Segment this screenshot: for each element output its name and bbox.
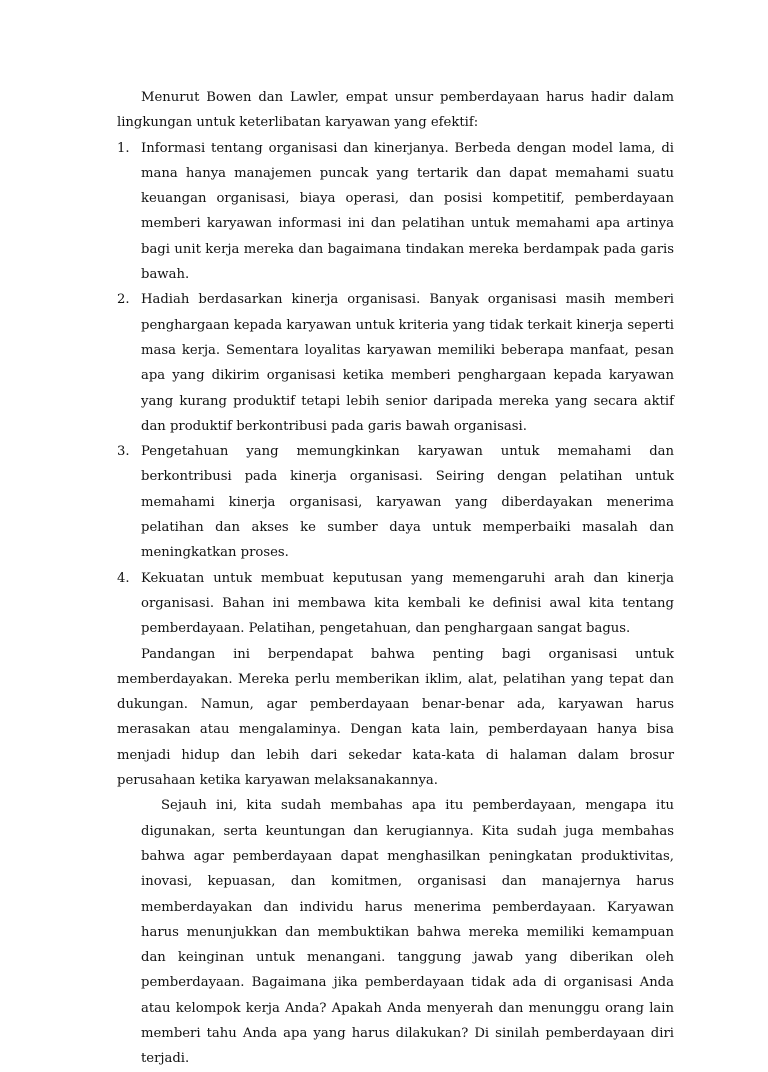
empowerment-elements-list [117, 136, 674, 642]
list-item-text: Pengetahuan yang memungkinkan karyawan untuk memahami dan berkontribusi pada kinerja organisasi. Seiring dengan pelatihan untuk memahami kinerja organisasi, karyawan yang diberdayakan menerima pelatihan dan akses ke sumber daya untuk memperbaiki masalah dan meningkatkan proses. [141, 444, 674, 561]
intro-paragraph: Menurut Bowen dan Lawler, empat unsur pemberdayaan harus hadir dalam lingkungan untuk keterlibatan karyawan yang efektif: [117, 90, 674, 131]
list-item-text: Informasi tentang organisasi dan kinerjanya. Berbeda dengan model lama, di mana hanya manajemen puncak yang tertarik dan dapat memahami suatu keuangan organisasi, biaya operasi, dan posisi kompetitif, pemberdayaan memberi karyawan informasi ini dan pelatihan untuk memahami apa artinya bagi unit kerja mereka dan bagaimana tindakan mereka berdampak pada garis bawah. [141, 140, 674, 283]
list-item-number: 2. [117, 292, 130, 308]
list-item-number: 4. [117, 570, 130, 586]
list-item [117, 287, 674, 439]
document-body [117, 85, 674, 1072]
list-item-text: Kekuatan untuk membuat keputusan yang memengaruhi arah dan kinerja organisasi. Bahan ini membawa kita kembali ke definisi awal kita tentang pemberdayaan. Pelatihan, pengetahuan, dan penghargaan sangat bagus. [141, 570, 674, 637]
list-item-text: Hadiah berdasarkan kinerja organisasi. Banyak organisasi masih memberi penghargaan kepada karyawan untuk kriteria yang tidak terkait kinerja seperti masa kerja. Sementara loyalitas karyawan memiliki beberapa manfaat, pesan apa yang dikirim organisasi ketika memberi penghargaan kepada karyawan yang kurang produktif tetapi lebih senior daripada mereka yang secara aktif dan produktif berkontribusi pada garis bawah organisasi. [141, 292, 674, 434]
list-item-number: 1. [117, 140, 130, 156]
list-item-number: 3. [117, 444, 130, 460]
summary-paragraph: Sejauh ini, kita sudah membahas apa itu pemberdayaan, mengapa itu digunakan, serta keuntungan dan kerugiannya. Kita sudah juga membahas bahwa agar pemberdayaan dapat menghasilkan peningkatan produktivitas, inovasi, kepuasan, dan komitmen, organisasi dan manajernya harus memberdayakan dan individu harus menerima pemberdayaan. Karyawan harus menunjukkan dan membuktikan bahwa mereka memiliki kemampuan dan keinginan untuk menangani. tanggung jawab yang diberikan oleh pemberdayaan. Bagaimana jika pemberdayaan tidak ada di organisasi Anda atau kelompok kerja Anda? Apakah Anda menyerah dan menunggu orang lain memberi tahu Anda apa yang harus dilakukan? Di sinilah pemberdayaan diri terjadi. [141, 798, 674, 1067]
view-paragraph: Pandangan ini berpendapat bahwa penting bagi organisasi untuk memberdayakan. Mereka perlu memberikan iklim, alat, pelatihan yang tepat dan dukungan. Namun, agar pemberdayaan benar-benar ada, karyawan harus merasakan atau mengalaminya. Dengan kata lain, pemberdayaan hanya bisa menjadi hidup dan lebih dari sekedar kata-kata di halaman dalam brosur perusahaan ketika karyawan melaksanakannya. [117, 646, 674, 789]
list-item [117, 136, 674, 288]
list-item [117, 566, 674, 642]
list-item [117, 439, 674, 565]
